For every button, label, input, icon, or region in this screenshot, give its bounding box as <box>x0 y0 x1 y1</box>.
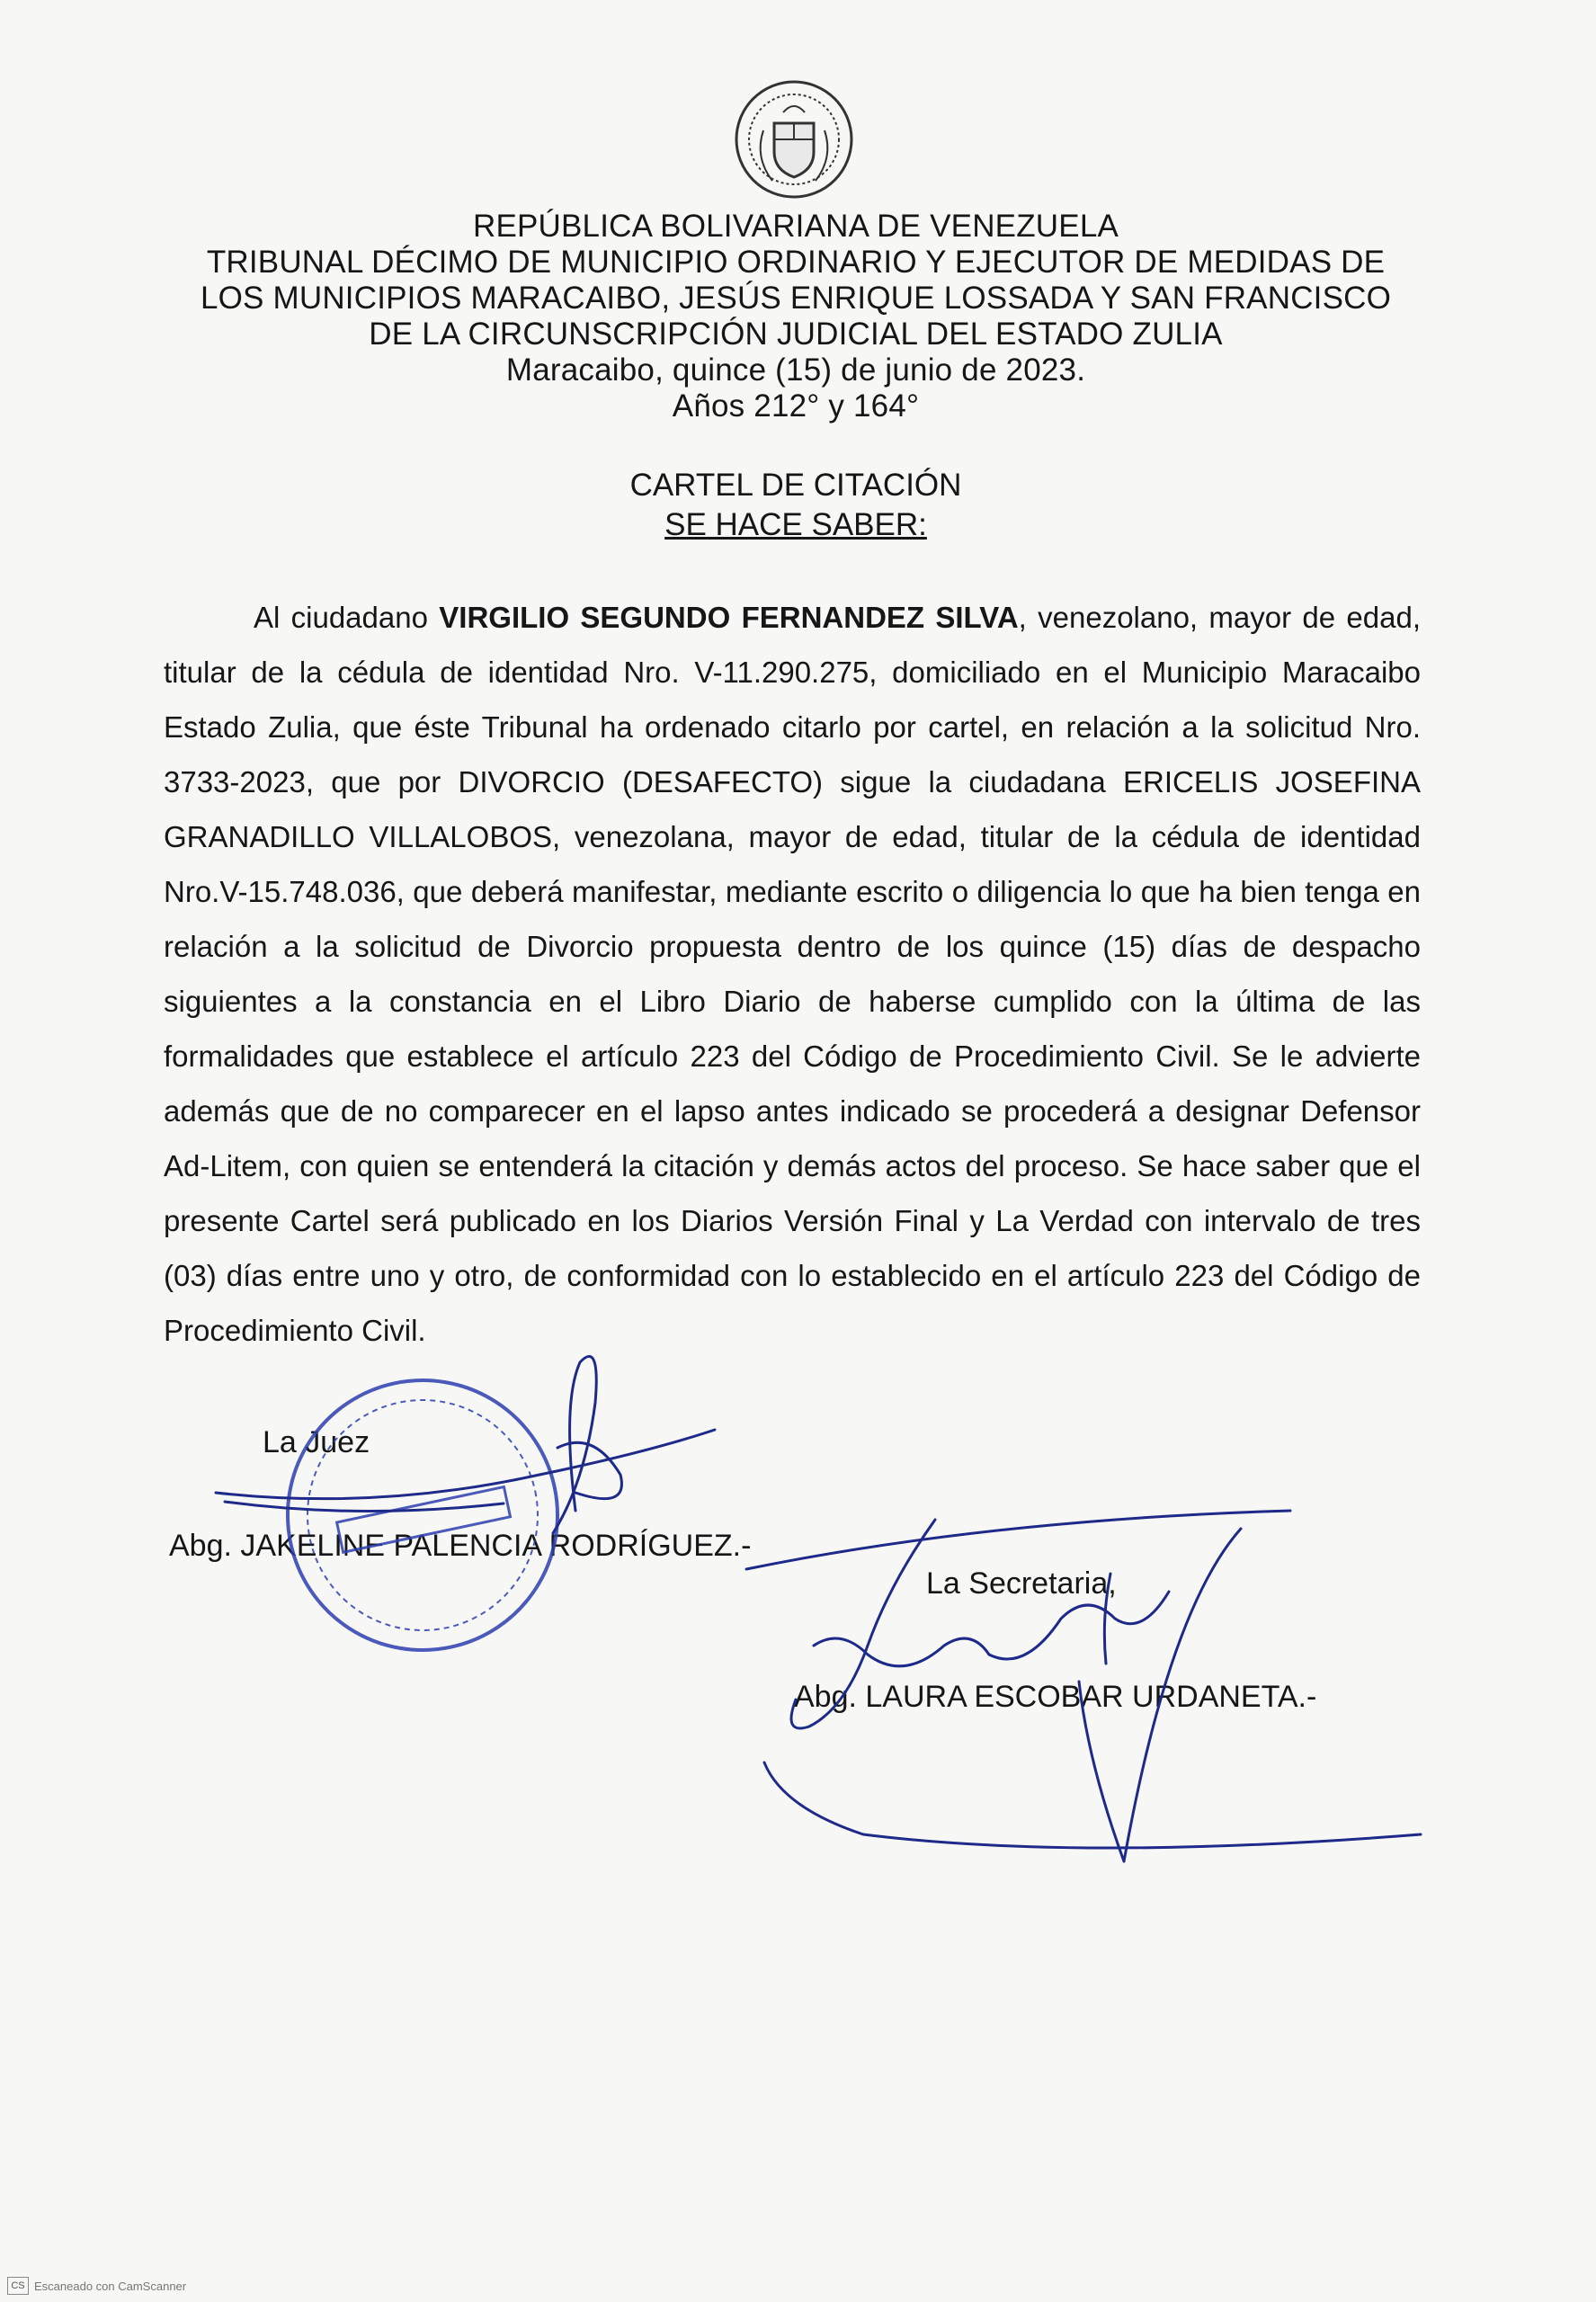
scan-footer-text: Escaneado con CamScanner <box>34 2279 187 2293</box>
header-years: Años 212° y 164° <box>672 388 920 424</box>
title-subtitle: SE HACE SABER: <box>664 507 927 542</box>
header-republic: REPÚBLICA BOLIVARIANA DE VENEZUELA <box>472 209 1119 244</box>
document-title <box>162 466 1430 545</box>
secretary-name: Abg. LAURA ESCOBAR URDANETA.- <box>794 1680 1317 1714</box>
body-person-name: VIRGILIO SEGUNDO FERNANDEZ SILVA <box>439 601 1019 634</box>
citation-body <box>164 590 1421 1358</box>
header-court-line-2: LOS MUNICIPIOS MARACAIBO, JESÚS ENRIQUE LOSSADA Y SAN FRANCISCO <box>200 281 1392 316</box>
judge-name: Abg. JAKELINE PALENCIA RODRÍGUEZ.- <box>169 1529 752 1563</box>
body-intro: Al ciudadano <box>254 601 440 634</box>
header-court-line-3: DE LA CIRCUNSCRIPCIÓN JUDICIAL DEL ESTADO ZULIA <box>369 317 1223 352</box>
header-court-line-1: TRIBUNAL DÉCIMO DE MUNICIPIO ORDINARIO Y EJECUTOR DE MEDIDAS DE <box>206 245 1386 280</box>
body-paragraph: , venezolano, mayor de edad, titular de la cédula de identidad Nro. V-11.290.275, domiciliado en el Municipio Maracaibo Estado Zulia, que éste Tribunal ha ordenado citarlo por cartel, en relación a la solicitud Nro. 3733-2023, que por DIVORCIO (DESAFECTO) sigue la ciudadana ERICELIS JOSEFINA GRANADILLO VILLALOBOS, venezolana, mayor de edad, titular de la cédula de identidad Nro.V-15.748.036, que deberá manifestar, mediante escrito o diligencia lo que ha bien tenga en relación a la solicitud de Divorcio propuesta dentro de los quince (15) días de despacho siguientes a la constancia en el Libro Diario de haberse cumplido con la última de las formalidades que establece el artículo 223 del Código de Procedimiento Civil. Se le advierte además que de no comparecer en el lapso antes indicado se procederá a designar Defensor Ad-Litem, con quien se entenderá la citación y demás actos del proceso. Se hace saber que el presente Cartel será publicado en los Diarios Versión Final y La Verdad con intervalo de tres (03) días entre uno y otro, de conformidad con lo establecido en el artículo 223 del Código de Procedimiento Civil. <box>164 601 1421 1347</box>
secretary-role: La Secretaria, <box>926 1566 1117 1601</box>
header-date: Maracaibo, quince (15) de junio de 2023. <box>505 352 1086 388</box>
title-main: CARTEL DE CITACIÓN <box>629 468 962 503</box>
scan-footer <box>7 2277 186 2295</box>
document-header <box>162 209 1430 424</box>
judge-role: La Juez <box>263 1425 370 1459</box>
camscanner-icon: CS <box>7 2277 29 2295</box>
